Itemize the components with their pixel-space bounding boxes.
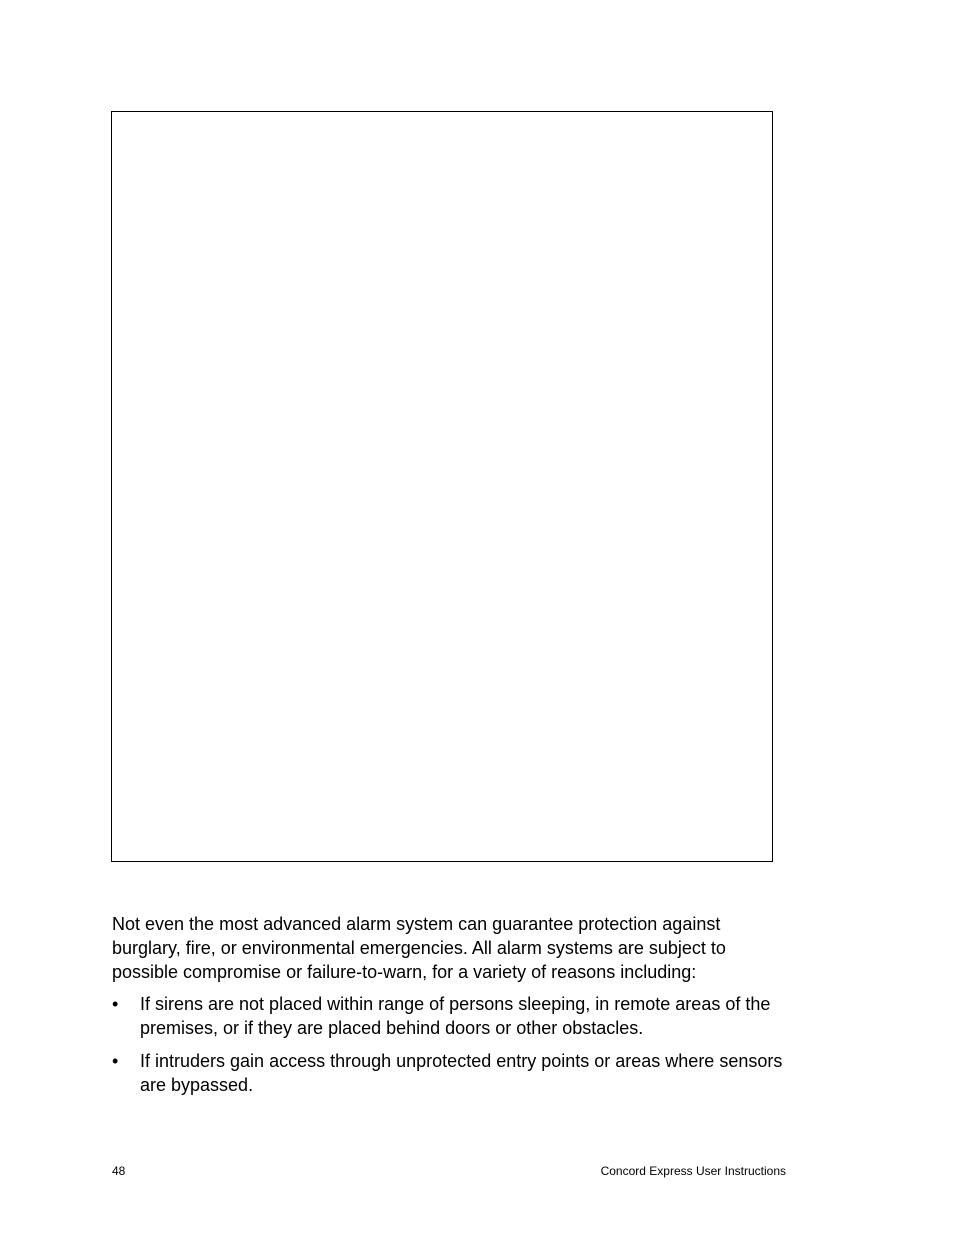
page-number: 48: [112, 1164, 126, 1178]
list-item-text: If intruders gain access through unprotected entry points or areas where sensors are bypassed.: [140, 1051, 783, 1095]
list-item-text: If sirens are not placed within range of persons sleeping, in remote areas of the premises, or if they are placed behind doors or other obstacles.: [140, 994, 771, 1038]
document-title: Concord Express User Instructions: [600, 1164, 786, 1178]
empty-frame-box: [111, 111, 773, 862]
bullet-marker: •: [112, 994, 119, 1014]
list-item: [112, 1049, 792, 1097]
bullet-marker: •: [112, 1051, 119, 1071]
list-item: [112, 992, 792, 1040]
reasons-list: [112, 992, 792, 1106]
intro-paragraph: Not even the most advanced alarm system can guarantee protection against burglary, fire, or environmental emergencies. All alarm systems are subject to possible compromise or failure-to-warn, for a variety of reasons including:: [112, 914, 726, 982]
